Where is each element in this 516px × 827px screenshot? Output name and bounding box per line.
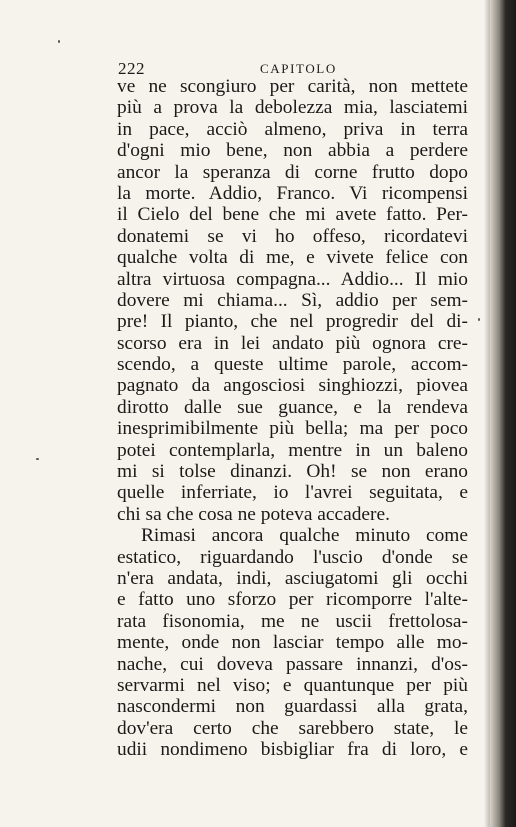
text-line: dovere mi chiama... Sì, addio per sem- [117, 289, 468, 311]
text-line: rata fisonomia, me ne uscii frettolosa- [117, 610, 468, 632]
text-line: ancor la speranza di corne frutto dopo [117, 161, 468, 183]
body-text [117, 76, 468, 761]
text-line: nascondermi non guardassi alla grata, [117, 696, 468, 718]
text-line: potei contemplarla, mentre in un baleno [117, 439, 468, 461]
text-line: mente, onde non lasciar tempo alle mo- [117, 632, 468, 654]
text-line: dirotto dalle sue guance, e la rendeva [117, 396, 468, 418]
text-line: pre! Il pianto, che nel progredir del di- [117, 311, 468, 333]
text-line: n'era andata, indi, asciugatomi gli occhi [117, 567, 468, 589]
paragraph-end-line: chi sa che cosa ne poteva accadere. [117, 503, 390, 525]
text-line: nache, cui doveva passare innanzi, d'os- [117, 653, 468, 675]
running-head: CAPITOLO [260, 61, 337, 76]
text-line: udii nondimeno bisbigliar fra di loro, e [117, 739, 468, 761]
text-line: e fatto uno sforzo per ricomporre l'alte- [117, 589, 468, 611]
paper-speck [36, 458, 39, 460]
text-line: in pace, acciò almeno, priva in terra [117, 118, 468, 140]
text-line: mi si tolse dinanzi. Oh! se non erano [117, 461, 468, 483]
text-line: quelle inferriate, io l'avrei seguitata, e [117, 482, 468, 504]
paragraph-start-line: Rimasi ancora qualche minuto come [141, 525, 468, 547]
text-line: pagnato da angosciosi singhiozzi, piovea [117, 375, 468, 397]
text-line: più a prova la debolezza mia, lasciatemi [117, 97, 468, 119]
text-line: estatico, riguardando l'uscio d'onde se [117, 546, 468, 568]
text-line: ve ne scongiuro per carità, non mettete [117, 76, 468, 97]
text-line: d'ogni mio bene, non abbia a perdere [117, 140, 468, 162]
text-line: inesprimibilmente più bella; ma per poco [117, 418, 468, 440]
text-line: donatemi se vi ho offeso, ricordatevi [117, 225, 468, 247]
text-line: la morte. Addio, Franco. Vi ricompensi [117, 182, 468, 204]
text-line: scorso era in lei andato più ognora cre- [117, 332, 468, 354]
text-line: qualche volta di me, e vivete felice con [117, 247, 468, 269]
text-line: altra virtuosa compagna... Addio... Il mio [117, 268, 468, 290]
text-line: scendo, a queste ultime parole, accom- [117, 354, 468, 376]
book-spine [490, 0, 516, 827]
page-number: 222 [118, 59, 145, 78]
text-line: il Cielo del bene che mi avete fatto. Per- [117, 204, 468, 226]
paper-speck [58, 40, 60, 43]
text-line: servarmi nel viso; e quantunque per più [117, 674, 468, 696]
paper-speck [478, 318, 480, 321]
text-line: dov'era certo che sarebbero state, le [117, 717, 468, 739]
